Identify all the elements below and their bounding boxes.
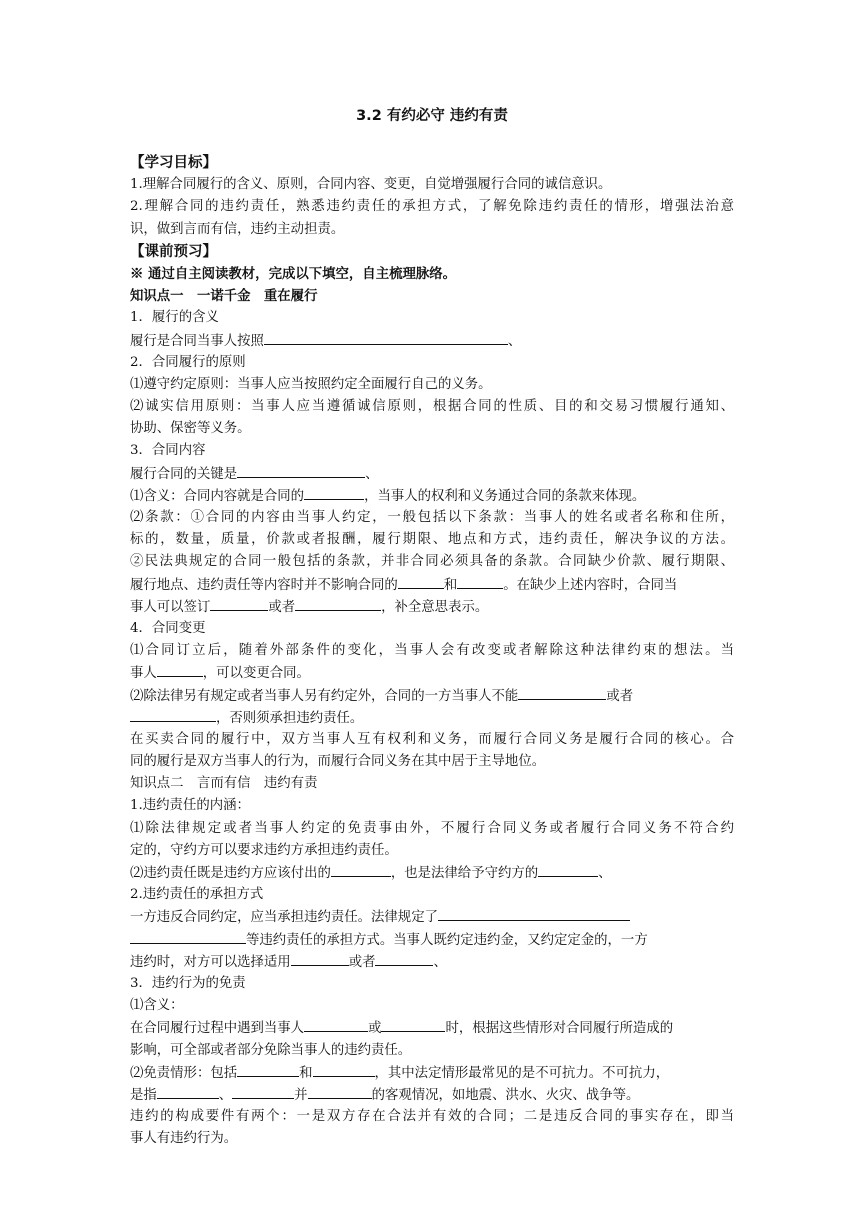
text-span: ，补全意思表示。 bbox=[381, 599, 489, 615]
text-span: ，否则须承担违约责任。 bbox=[216, 710, 364, 726]
text-line: 事人有违约行为。 bbox=[130, 1131, 238, 1147]
text-line bbox=[130, 596, 734, 618]
subheading: 1.违约责任的内涵： bbox=[130, 798, 250, 814]
text-line: ⑴除法律规定或者当事人约定的免责事由外，不履行合同义务或者履行合同义务不符合约 bbox=[130, 820, 734, 836]
text-span: 、 bbox=[598, 866, 612, 881]
text-span: 的客观情况，如地震、洪水、火灾、战争等。 bbox=[371, 1087, 640, 1103]
fill-blank[interactable] bbox=[566, 906, 630, 921]
document-body bbox=[130, 152, 734, 1150]
text-line bbox=[130, 862, 734, 884]
text-line: ⑴合同订立后，随着外部条件的变化，当事人会有改变或者解除这种法律约束的想法。当 bbox=[130, 643, 734, 659]
text-span: 、 bbox=[433, 954, 447, 970]
fill-blank[interactable] bbox=[188, 929, 246, 944]
fill-blank[interactable] bbox=[313, 1062, 375, 1077]
fill-blank[interactable] bbox=[457, 574, 503, 589]
text-line: ②民法典规定的合同一般包括的条款，并非合同必须具备的条款。合同缺少价款、履行期限、 bbox=[130, 554, 734, 570]
text-span: 或者 bbox=[606, 688, 634, 704]
text-line: 标的，数量，质量，价款或者报酬，履行期限、地点和方式，违约责任，解决争议的方法。 bbox=[130, 532, 734, 548]
text-span: ，当事人的权利和义务通过合同的条款来体现。 bbox=[364, 488, 646, 504]
fill-blank[interactable] bbox=[375, 951, 433, 966]
text-span: ⑴含义：合同内容就是合同的 bbox=[130, 488, 305, 504]
text-line: ⑴遵守约定原则：当事人应当按照约定全面履行自己的义务。 bbox=[130, 376, 492, 392]
subheading: 3．违约行为的免责 bbox=[130, 975, 246, 991]
text-line: ⑵诚实信用原则：当事人应当遵循诚信原则，根据合同的性质、目的和交易习惯履行通知、 bbox=[130, 399, 734, 415]
text-line: ⑴含义： bbox=[130, 998, 184, 1014]
text-line bbox=[130, 929, 734, 951]
text-line bbox=[130, 1062, 734, 1084]
text-span: 时，根据这些情形对合同履行所造成的 bbox=[445, 1021, 674, 1037]
text-span: 履行是合同当事人按照 bbox=[130, 333, 264, 349]
fill-blank[interactable] bbox=[438, 906, 502, 921]
text-line bbox=[130, 662, 734, 684]
text-line bbox=[130, 330, 734, 352]
text-span: 或者 bbox=[348, 954, 376, 970]
subheading: 1．履行的含义 bbox=[130, 310, 219, 326]
fill-blank[interactable] bbox=[130, 929, 188, 944]
fill-blank[interactable] bbox=[237, 463, 365, 478]
text-line bbox=[130, 685, 734, 707]
text-span: 事人 bbox=[130, 666, 157, 682]
text-line bbox=[130, 1017, 734, 1039]
text-span: ⑵除法律另有规定或者当事人另有约定外，合同的一方当事人不能 bbox=[130, 688, 519, 704]
fill-blank[interactable] bbox=[232, 1084, 294, 1099]
fill-blank[interactable] bbox=[304, 1017, 368, 1032]
text-span: 、 bbox=[218, 1087, 233, 1103]
text-span: 事人可以签订 bbox=[130, 599, 211, 615]
subheading: 2.违约责任的承担方式 bbox=[130, 887, 264, 903]
text-line bbox=[130, 707, 734, 729]
text-span: 履行合同的关键是 bbox=[130, 466, 238, 482]
text-span: ⑵免责情形：包括 bbox=[130, 1065, 238, 1081]
text-line: ⑵条款：①合同的内容由当事人约定，一般包括以下条款：当事人的姓名或者名称和住所， bbox=[130, 510, 734, 525]
text-line: 影响，可全部或者部分免除当事人的违约责任。 bbox=[130, 1042, 412, 1058]
text-span: ，也是法律给予守约方的 bbox=[390, 866, 539, 881]
goal-line: 2.理解合同的违约责任，熟悉违约责任的承担方式，了解免除违约责任的情形，增强法治意 bbox=[130, 199, 734, 215]
text-span: 在合同履行过程中遇到当事人 bbox=[130, 1021, 305, 1037]
text-line bbox=[130, 463, 734, 485]
fill-blank[interactable] bbox=[398, 574, 444, 589]
fill-blank[interactable] bbox=[304, 485, 364, 500]
fill-blank[interactable] bbox=[518, 685, 606, 700]
fill-blank[interactable] bbox=[264, 330, 508, 345]
text-line bbox=[130, 1084, 734, 1106]
text-span: ，其中法定情形最常见的是不可抗力。不可抗力， bbox=[374, 1065, 670, 1081]
fill-blank[interactable] bbox=[538, 862, 598, 877]
text-span: 并 bbox=[294, 1087, 308, 1103]
text-line: 违约的构成要件有两个：一是双方存在合法并有效的合同；二是违反合同的事实存在，即当 bbox=[130, 1109, 734, 1125]
text-span: 或 bbox=[368, 1021, 382, 1037]
text-span: 和 bbox=[443, 577, 458, 593]
text-line: 协助、保密等义务。 bbox=[130, 421, 251, 437]
document-title: 3.2 有约必守 违约有责 bbox=[356, 108, 508, 124]
text-line: 在买卖合同的履行中，双方当事人互有权利和义务，而履行合同义务是履行合同的核心。合 bbox=[130, 731, 734, 747]
text-span: ⑵违约责任既是违约方应该付出的 bbox=[130, 866, 331, 881]
preview-instruction: ※ 通过自主阅读教材，完成以下填空，自主梳理脉络。 bbox=[130, 265, 457, 282]
goal-line: 识，做到言而有信，违约主动担责。 bbox=[130, 221, 345, 237]
fill-blank[interactable] bbox=[210, 596, 268, 611]
text-line bbox=[130, 574, 734, 596]
text-span: 等违约责任的承担方式。当事人既约定违约金，又约定定金的，一方 bbox=[246, 932, 648, 948]
fill-blank[interactable] bbox=[308, 1084, 372, 1099]
text-span: 一方违反合同约定，应当承担违约责任。法律规定了 bbox=[130, 910, 438, 926]
text-span: ，可以变更合同。 bbox=[202, 666, 310, 682]
text-span: 、 bbox=[507, 333, 522, 349]
knowledge-point-heading: 知识点一 一诺千金 重在履行 bbox=[130, 288, 318, 305]
text-line: 定的，守约方可以要求违约方承担违约责任。 bbox=[130, 842, 398, 858]
text-line: 同的履行是双方当事人的行为，而履行合同义务在其中居于主导地位。 bbox=[130, 754, 546, 770]
text-span: 或者 bbox=[268, 599, 296, 615]
fill-blank[interactable] bbox=[295, 596, 381, 611]
section-heading-goals: 【学习目标】 bbox=[130, 154, 217, 171]
text-span: 履行地点、违约责任等内容时并不影响合同的 bbox=[130, 577, 398, 593]
fill-blank[interactable] bbox=[291, 951, 349, 966]
fill-blank[interactable] bbox=[237, 1062, 299, 1077]
fill-blank[interactable] bbox=[130, 707, 216, 722]
text-span: 和 bbox=[299, 1065, 313, 1081]
subheading: 4．合同变更 bbox=[130, 620, 206, 636]
text-line bbox=[130, 906, 734, 928]
section-heading-preview: 【课前预习】 bbox=[130, 242, 217, 260]
text-line bbox=[130, 951, 734, 973]
text-span: 违约时，对方可以选择适用 bbox=[130, 954, 291, 970]
fill-blank[interactable] bbox=[157, 662, 203, 677]
text-span: 、 bbox=[365, 466, 379, 482]
fill-blank[interactable] bbox=[331, 862, 391, 877]
text-span: 。在缺少上述内容时，合同当 bbox=[503, 577, 678, 593]
fill-blank[interactable] bbox=[381, 1017, 445, 1032]
text-line bbox=[130, 485, 734, 507]
goal-line: 1.理解合同履行的含义、原则，合同内容、变更，自觉增强履行合同的诚信意识。 bbox=[130, 177, 612, 193]
fill-blank[interactable] bbox=[157, 1084, 219, 1099]
subheading: 2．合同履行的原则 bbox=[130, 354, 246, 370]
fill-blank[interactable] bbox=[502, 906, 566, 921]
knowledge-point-heading: 知识点二 言而有信 违约有责 bbox=[130, 776, 318, 792]
text-span: 是指 bbox=[130, 1087, 157, 1103]
subheading: 3．合同内容 bbox=[130, 443, 206, 459]
